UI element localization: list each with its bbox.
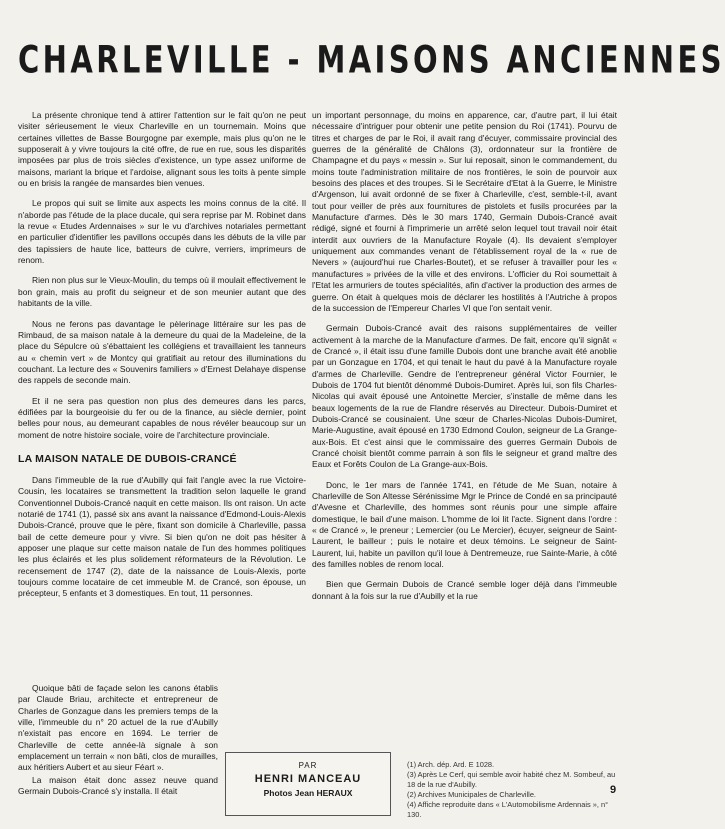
section-heading: LA MAISON NATALE DE DUBOIS-CRANCÉ <box>18 452 237 465</box>
footnotes <box>407 760 617 820</box>
paragraph: Quoique bâti de façade selon les canons établis par Claude Briau, architecte et entrepreneur de Charles de Gonzague dans les premiers temps de la ville, l'immeuble du n° 20 actuel de la rue d'Aubilly n'existait pas encore en 1694. Le terrier de Charleville de cette année-là signale à son emplacement un terrain « non bâti, clos de murailles, aux héritiers Aubert et au sieur Féart ». <box>18 683 218 773</box>
right-column <box>312 110 617 611</box>
footnote: (1) Arch. dép. Ard. E 1028. <box>407 760 495 769</box>
paragraph: Dans l'immeuble de la rue d'Aubilly qui fait l'angle avec la rue Victoire-Cousin, les locataires se transmettent la tradition selon laquelle le grand Conventionnel Dubois-Crancé naquit en cette maison. Ils ont raison. Un acte notarié de 1741 (1), passé six ans avant la naissance d'Edmond-Louis-Alexis Dubois-Crancé, prouve que le père, fixant son domicile à Charleville, passa bail de cette demeure pour y vivre. Si bien qu'on ne doit pas hésiter à apposer une plaque sur cette maison natale de l'un des hommes politiques les plus éclairés et les plus solidement réformateurs de la Révolution. Le recensement de 1747 (2), date de la naissance de Louis-Alexis, porte toujours comme locataire de cet immeuble M. de Crancé, son épouse, un précepteur, 5 enfants et 3 domestiques. En tout, 11 personnes. <box>18 474 306 599</box>
photo-credit: Photos Jean HERAUX <box>263 788 353 798</box>
paragraph: La maison était donc assez neuve quand Germain Dubois-Crancé s'y installa. Il était <box>18 775 218 797</box>
paragraph: Et il ne sera pas question non plus des demeures dans les parcs, édifiées par la bourgeoisie du fer ou de la finance, au siècle dernier, point belles pour nous, au demeurant capables de nous révéler beaucoup sur un moment de notre histoire sociale, voire de l'architecture provinciale. <box>18 395 306 440</box>
left-bottom-text <box>18 683 218 783</box>
author-name: HENRI MANCEAU <box>254 773 362 785</box>
left-column <box>18 110 306 609</box>
paragraph: Nous ne ferons pas davantage le pèlerinage littéraire sur les pas de Rimbaud, de sa maison natale à la demeure du quai de la Madeleine, de la place du Sépulcre où s'ébattaient les collégiens et travaillaient les tanneurs au « chemin vert » de Montcy qui gratifiait au retour des illuminations du couchant. La lecture des « Souvenirs familiers » d'Ernest Delahaye dispense des rappels de seconde main. <box>18 318 306 386</box>
paragraph: un important personnage, du moins en apparence, car, d'autre part, il lui était nécessaire d'intriguer pour obtenir une petite pension du Roi (1741). Pourvu de titres et charges de par le Roi, il avait rang d'écuyer, commissaire provincial des guerres de la généralité de Châlons (3), ordonnateur sur la frontière de Champagne et du pays « messin ». Sur lui reposait, sinon le commandement, du moins toute l'administration militaire de nos frontières, le soin de pourvoir aux besoins des places et des troupes. Si le Secrétaire d'Etat à la Guerre, le Ministre d'Argenson, lui avait ordonné de se fixer à Charleville, c'est, semble-t-il, avant tout pour veiller de près aux fournitures de pistolets et fusils procurées par la Manufacture d'armes. Dès le 30 mars 1740, Germain Dubois-Crancé avait rédigé, signé et fourni à l'imprimerie un arrêté selon lequel tout travail noir était interdit aux ouvriers de la Manufacture Royale (4). Ils devaient s'employer uniquement aux commandes venant de l'établissement royal de la « rue de Nevers » (aujourd'hui rue Charles-Boutet), et se refuser à travailler pour les « manufactures » privées de la ville et des environs. L'officier du Roi soumettait à l'Etat les armuriers de toutes spécialités, afin d'activer la production des armes de guerre. On était à quelques mois de déclarer les hostilités à l'Autriche à propos de la succession de l'Empereur Charles VI que l'on sentait venir. <box>312 110 617 313</box>
paragraph: Germain Dubois-Crancé avait des raisons supplémentaires de veiller activement à la marche de la Manufacture d'armes. De fait, encore qu'il signât « de Crancé », il était issu d'une famille Dubois dont une branche avait été anoblie par un Gonzague en 1704, et qui tenait le haut du pavé à la Manufacture royale d'armes de Charleville. Gendre de l'entrepreneur général Victor Fournier, le Dubois de 1704 fut bientôt dénommé Dubois-Dumiret. Après lui, son fils Charles-Nicolas qui avait épousé une Antoinette Mercier, s'installe de même dans les beaux logements de la rue de Flandre réservés au Directeur. Dubois-Dumiret et Dubois-Crancé se cousinaient. Une sœur de Charles-Nicolas Dubois-Dumiret, Marie-Augustine, avait épousé en 1730 Edmond Coulon, seigneur de La Grange-aux-Bois. Et c'est ainsi que le commissaire des guerres Germain Dubois de Crancé choisit bientôt comme parrain à son fils le seigneur et grand maître des Eaux et Forêts Coulon de La Grange-aux-Bois. <box>312 323 617 470</box>
footnote: (3) Après Le Cerf, qui semble avoir habité chez M. Sombeuf, au 18 de la rue d'Aubilly. <box>407 770 616 789</box>
credit-par: PAR <box>298 761 318 770</box>
paragraph: Donc, le 1er mars de l'année 1741, en l'étude de Me Suan, notaire à Charleville de Son Altesse Sérénissime Mgr le Prince de Condé en sa principauté d'Avesne et Charleville, des hommes sont réunis pour une simple affaire domestique, le bail d'une maison. L'homme de loi lit l'acte. Signent dans l'ordre : « de Crancé », le preneur ; Lemercier (ou Le Mercier), écuyer, seigneur de Saint-Laurent, le bailleur ; puis le notaire et deux témoins. Le seigneur de Saint-Laurent, lui, habite un pavillon qu'il loue à Dentremeuze, rue Sainte-Marie, à côté des familles nobles de renom local. <box>312 479 617 570</box>
left-bottom-text-2 <box>18 775 218 807</box>
paragraph: Le propos qui suit se limite aux aspects les moins connus de la cité. Il n'aborde pas l'étude de la place ducale, qui sera reprise par M. Robinet dans la revue « Etudes Ardennaises » sur le vu d'archives notariales permettant en particulier d'identifier les pavillons occupés dans les débuts de la ville par des tapissiers de haute lice, batteurs de cuivre, verriers, imprimeurs de renom. <box>18 198 306 266</box>
paragraph: Rien non plus sur le Vieux-Moulin, du temps où il moulait effectivement le bon grain, mais au profit du seigneur et de son meunier autant que des habitants de la ville. <box>18 275 306 309</box>
footnote: (2) Archives Municipales de Charleville. <box>407 790 536 799</box>
paragraph: Bien que Germain Dubois de Crancé semble loger déjà dans l'immeuble donnant à la fois sur la rue d'Aubilly et la rue <box>312 579 617 601</box>
page-number: 9 <box>610 784 617 796</box>
footnote: (4) Affiche reproduite dans « L'Automobilisme Ardennais », n° 130. <box>407 800 609 819</box>
paragraph: La présente chronique tend à attirer l'attention sur le fait qu'on ne peut visiter sérieusement le vieux Charleville en un tournemain. Moins que certaines villettes de Basse Bourgogne par exemple, mais plus qu'on ne le supposerait à y vivre toujours la cité offre, de rue en rue, sous les disparités imposées par plus de trois siècles d'existence, un type assez uniforme de maisons, mariant la brique et l'ardoise, alignant sous les toits à pente simple ou en brisis la rangée de mansardes bien venues. <box>18 110 306 189</box>
page-title: CHARLEVILLE - MAISONS ANCIENNES <box>18 38 725 82</box>
author-credit-box <box>225 752 391 816</box>
